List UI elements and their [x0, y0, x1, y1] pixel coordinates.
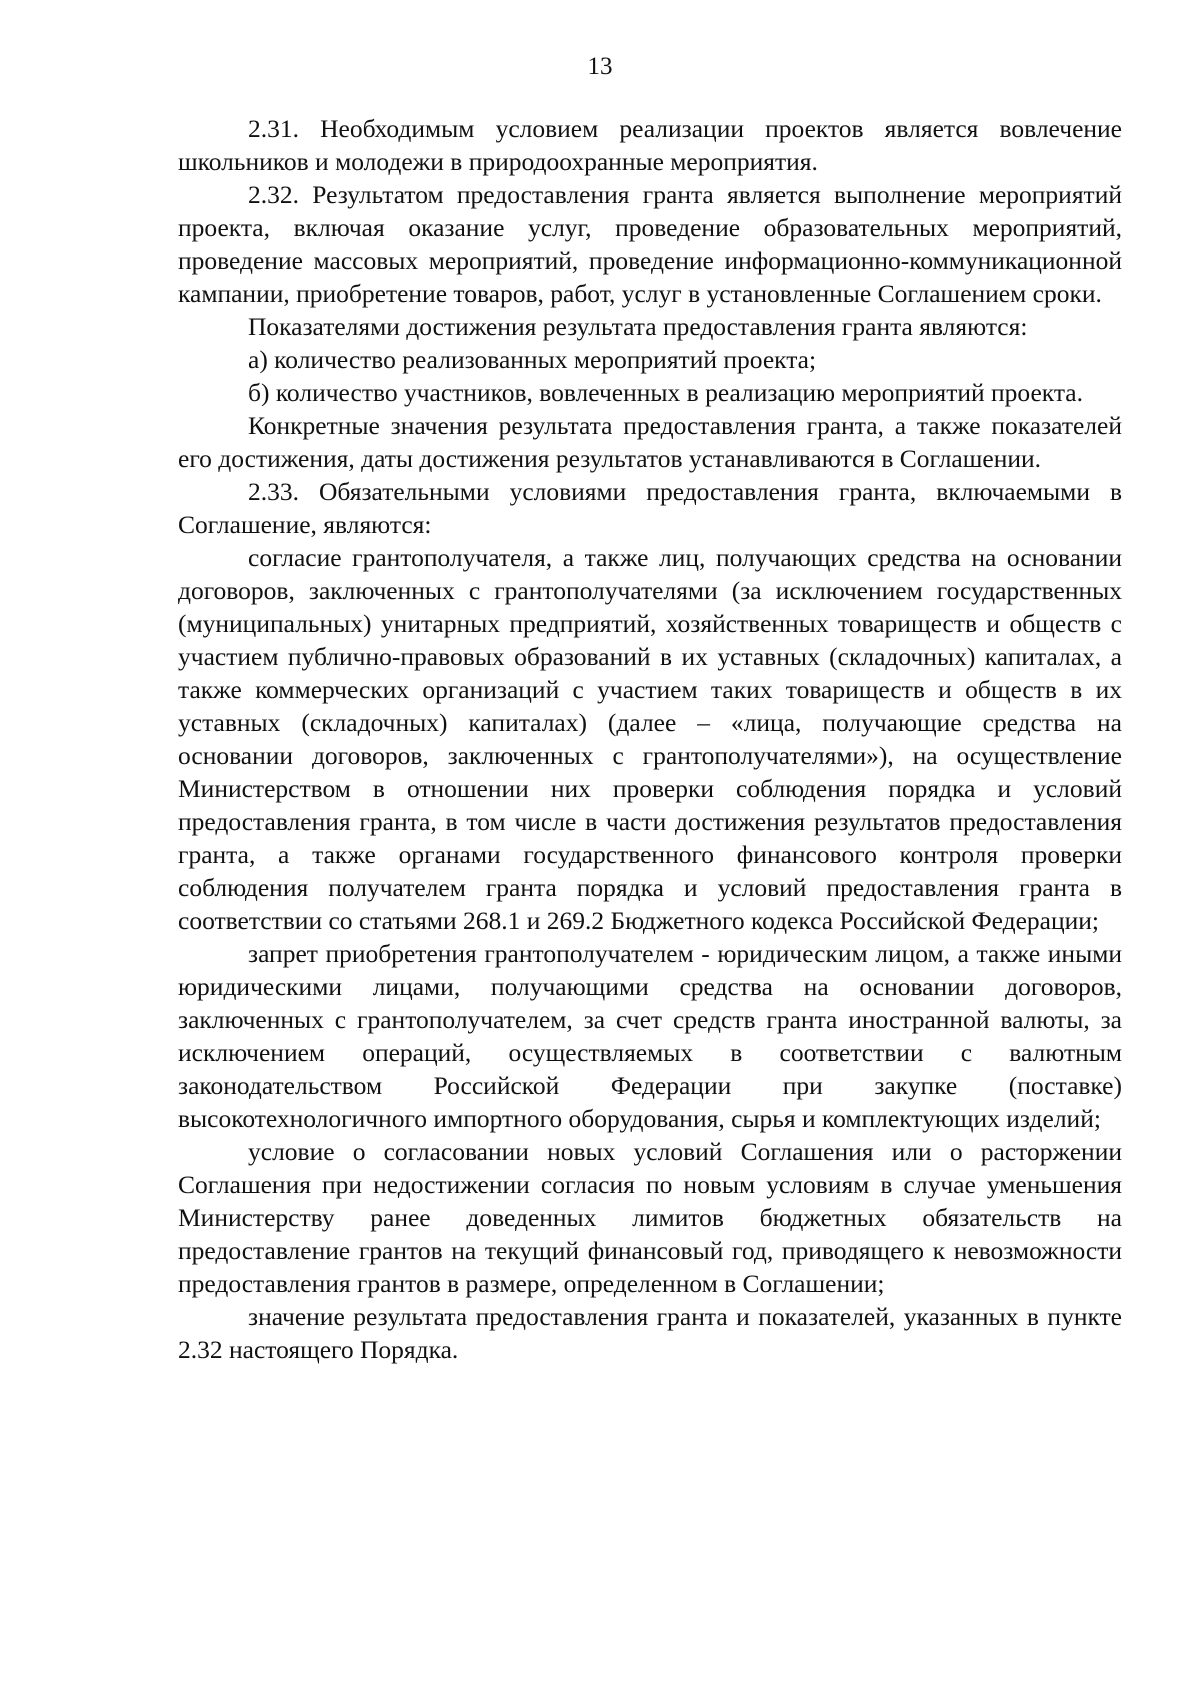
paragraph-specific-values: Конкретные значения результата предоставления гранта, а также показателей его достижения, даты достижения результатов устанавливаются в Соглашении.	[178, 411, 1122, 473]
paragraph-agreement-renegotiation: условие о согласовании новых условий Соглашения или о расторжении Соглашения при недостижении согласия по новым условиям в случае уменьшения Министерству ранее доведенных лимитов бюджетных обязательств на предоставление грантов на текущий финансовый год, приводящего к невозможности предоставления грантов в размере, определенном в Соглашении;	[178, 1137, 1122, 1298]
paragraph-2-33: 2.33. Обязательными условиями предоставления гранта, включаемыми в Соглашение, являются:	[178, 477, 1122, 539]
paragraph-result-values: значение результата предоставления гранта и показателей, указанных в пункте 2.32 настоящего Порядка.	[178, 1302, 1122, 1364]
paragraph-2-32: 2.32. Результатом предоставления гранта является выполнение мероприятий проекта, включая оказание услуг, проведение образовательных мероприятий, проведение массовых мероприятий, проведение информационно-коммуникационной кампании, приобретение товаров, работ, услуг в установленные Соглашением сроки.	[178, 180, 1122, 308]
paragraph-indicator-b: б) количество участников, вовлеченных в реализацию мероприятий проекта.	[248, 378, 1083, 407]
document-body	[178, 112, 1122, 1366]
page-number: 13	[587, 53, 613, 80]
paragraph-indicator-a: а) количество реализованных мероприятий проекта;	[248, 345, 817, 374]
paragraph-indicators-intro: Показателями достижения результата предоставления гранта являются:	[248, 312, 1028, 341]
paragraph-2-31: 2.31. Необходимым условием реализации проектов является вовлечение школьников и молодежи в природоохранные мероприятия.	[178, 114, 1122, 176]
paragraph-currency-prohibition: запрет приобретения грантополучателем - юридическим лицом, а также иными юридическими лицами, получающими средства на основании договоров, заключенных с грантополучателем, за счет средств гранта иностранной валюты, за исключением операций, осуществляемых в соответствии с валютным законодательством Российской Федерации при закупке (поставке) высокотехнологичного импортного оборудования, сырья и комплектующих изделий;	[178, 939, 1122, 1133]
paragraph-consent-condition: согласие грантополучателя, а также лиц, получающих средства на основании договоров, заключенных с грантополучателями (за исключением государственных (муниципальных) унитарных предприятий, хозяйственных товариществ и обществ с участием публично-правовых образований в их уставных (складочных) капиталах, а также коммерческих организаций с участием таких товариществ и обществ в их уставных (складочных) капиталах) (далее – «лица, получающие средства на основании договоров, заключенных с грантополучателями»), на осуществление Министерством в отношении них проверки соблюдения порядка и условий предоставления гранта, в том числе в части достижения результатов предоставления гранта, а также органами государственного финансового контроля проверки соблюдения получателем гранта порядка и условий предоставления гранта в соответствии со статьями 268.1 и 269.2 Бюджетного кодекса Российской Федерации;	[178, 543, 1122, 935]
